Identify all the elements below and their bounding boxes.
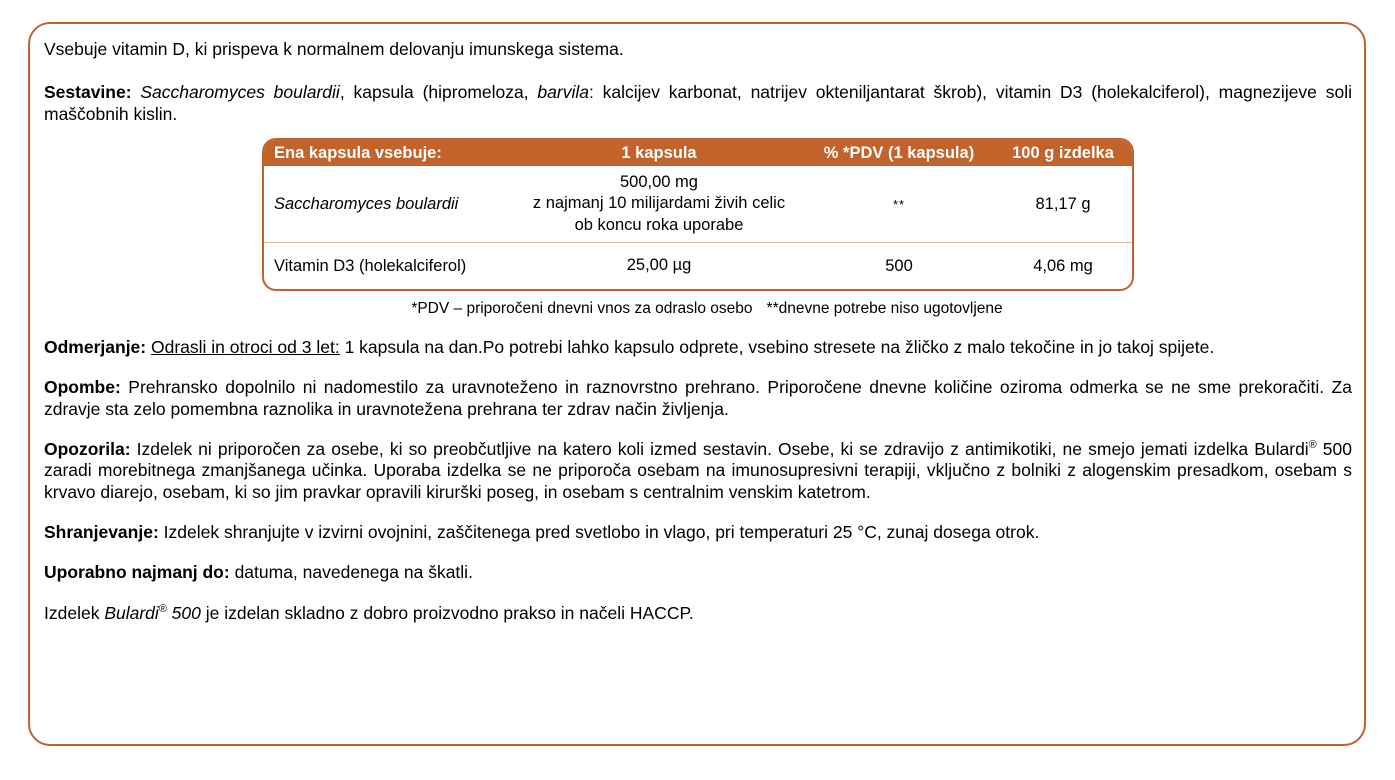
nutrition-table-wrapper (44, 138, 1352, 291)
warnings-paragraph (44, 439, 1352, 503)
table-cell-pdv (804, 195, 994, 214)
leaflet-content (44, 32, 1352, 738)
dosage-paragraph (44, 337, 1352, 358)
warnings-text-b: zaradi morebitnega zmanjšanega učinka. Uporaba izdelka se ne priporoča osebam na imunosupresivni terapiji, vključno z bolniki z alogenskim presadkom, osebam s krvavo diarejo, osebam, ki so jim pravkar opravili kirurški poseg, in osebam s centralnim venskim katetrom. (44, 460, 1352, 502)
ingredients-species: Saccharomyces boulardii (140, 82, 340, 103)
table-cell-dose (514, 255, 804, 276)
haccp-strength: 500 (166, 602, 201, 623)
ingredients-text-1: , kapsula (hipromeloza, (339, 82, 538, 103)
table-header-name: Ena kapsula vsebuje: (274, 143, 442, 162)
table-header-dose: 1 kapsula (621, 143, 697, 162)
table-header-per-100g: 100 g izdelka (1012, 143, 1114, 162)
intro-paragraph (44, 39, 1352, 60)
warnings-brand: Bulardi (1254, 439, 1309, 460)
warnings-text-a: Izdelek ni priporočen za osebe, ki so preobčutljive na katero koli izmed sestavin. Osebe, ki se zdravijo z antimikotiki, ne smejo jemati izdelka (130, 439, 1255, 460)
haccp-suffix: je izdelan skladno z dobro proizvodno prakso in načeli HACCP. (200, 602, 694, 623)
table-cell-per-100g: 81,17 g (1035, 194, 1091, 213)
dose-line: 25,00 µg (626, 256, 692, 275)
notes-text: Prehransko dopolnilo ni nadomestilo za uravnoteženo in raznovrstno prehrano. Priporočene dnevne količine oziroma odmerka se ne sme prekoračiti. Za zdravje sta zelo pomembna raznolika in uravnotežena prehrana ter zdrav način življenja. (44, 377, 1352, 419)
warnings-label: Opozorila: (44, 439, 131, 460)
table-row (264, 166, 1132, 243)
registered-trademark-icon: ® (158, 602, 167, 615)
footnote-pdv: *PDV – priporočeni dnevni vnos za odraslo osebo (411, 300, 753, 318)
storage-label: Shranjevanje: (44, 522, 159, 543)
ingredients-colourants-word: barvila (537, 82, 589, 103)
dosage-text: 1 kapsula na dan.Po potrebi lahko kapsulo odprete, vsebino stresete na žličko z malo tekočine in jo takoj spijete. (339, 337, 1215, 358)
best-before-text: datuma, navedenega na škatli. (229, 562, 473, 583)
haccp-paragraph (44, 603, 1352, 624)
table-footnote (44, 300, 1352, 318)
warnings-strength: 500 (1316, 439, 1352, 460)
footnote-daily-needs: **dnevne potrebe niso ugotovljene (766, 300, 1003, 318)
intro-text: Vsebuje vitamin D, ki prispeva k normalnem delovanju imunskega sistema. (44, 39, 624, 59)
ingredients-paragraph (44, 82, 1352, 125)
dosage-audience: Odrasli in otroci od 3 let: (151, 337, 340, 358)
table-cell-pdv: 500 (885, 256, 913, 275)
dose-line: 500,00 mg (620, 172, 698, 191)
dose-line: ob koncu roka uporabe (574, 215, 744, 234)
table-cell-dose (514, 172, 804, 236)
notes-paragraph (44, 377, 1352, 420)
product-leaflet-panel (28, 22, 1366, 746)
table-row (264, 243, 1132, 289)
dosage-label: Odmerjanje: (44, 337, 147, 358)
registered-trademark-icon: ® (1308, 439, 1317, 452)
nutrition-table (262, 138, 1134, 291)
notes-label: Opombe: (44, 377, 121, 398)
haccp-brand: Bulardi (104, 602, 159, 623)
best-before-paragraph (44, 562, 1352, 583)
pdv-value: ** (892, 196, 906, 212)
table-header-row (264, 140, 1132, 166)
ingredients-text-2: : kalcijev karbonat, natrijev okteniljantarat škrob), vitamin D3 (holekalciferol), magnezijeve soli maščobnih kislin. (44, 82, 1352, 124)
table-cell-per-100g: 4,06 mg (1033, 256, 1093, 275)
dose-line: z najmanj 10 milijardami živih celic (532, 194, 786, 213)
table-header-pdv: % *PDV (1 kapsula) (823, 143, 975, 162)
haccp-prefix: Izdelek (44, 602, 105, 623)
table-cell-name: Saccharomyces boulardii (274, 194, 459, 213)
ingredients-label: Sestavine: (44, 82, 132, 103)
storage-text: Izdelek shranjujte v izvirni ovojnini, zaščitenega pred svetlobo in vlago, pri temperaturi 25 °C, zunaj dosega otrok. (158, 522, 1040, 543)
table-cell-name: Vitamin D3 (holekalciferol) (274, 256, 467, 275)
best-before-label: Uporabno najmanj do: (44, 562, 230, 583)
storage-paragraph (44, 522, 1352, 543)
